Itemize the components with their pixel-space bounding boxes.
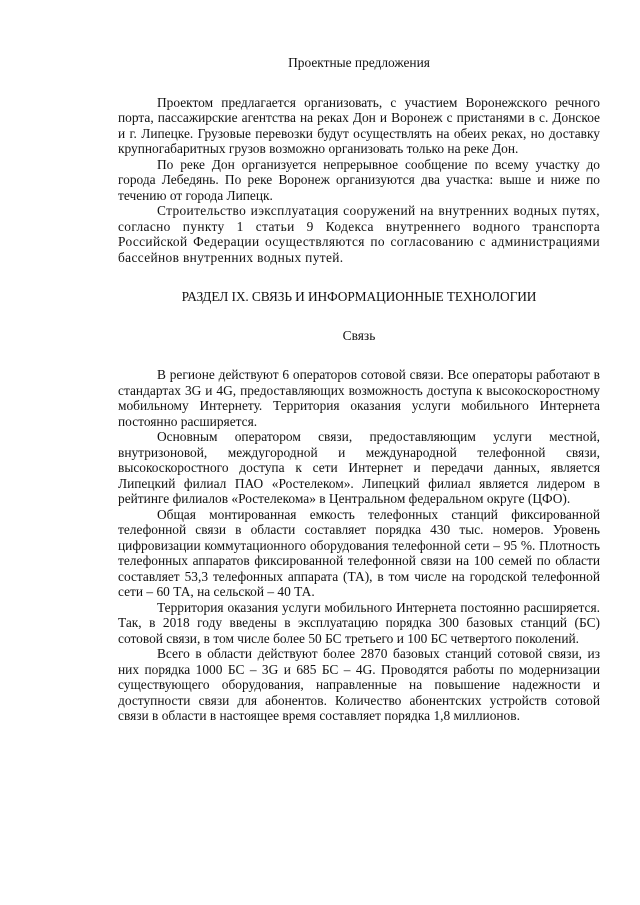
paragraph-mobile-operators: В регионе действуют 6 операторов сотовой связи. Все операторы работают в стандартах 3G и 4G, предоставляющих возможность доступа к высокоскоростному мобильному Интернету. Территория оказания услуги мобильного Интернета постоянно расширяется. [118, 367, 600, 429]
heading-project-proposals: Проектные предложения [288, 55, 430, 70]
paragraph-don-voronezh-sections: По реке Дон организуется непрерывное сообщение по всему участку до города Лебедянь. По реке Воронеж организуются два участка: выше и ниже по течению от города Липецк. [118, 156, 600, 203]
paragraph-mobile-internet-2018: Территория оказания услуги мобильного Интернета постоянно расширяется. Так, в 2018 году введены в эксплуатацию порядка 300 базовых станций (БС) сотовой связи, в том числе более 50 БС третьего и 100 БС четвертого поколений. [118, 599, 600, 646]
heading-section-ix: РАЗДЕЛ IX. СВЯЗЬ И ИНФОРМАЦИОННЫЕ ТЕХНОЛОГИИ [181, 289, 537, 304]
paragraph-construction-waterways: Строительство иэксплуатация сооружений на внутренних водных путях, согласно пункту 1 статьи 9 Кодекса внутреннего водного транспорта Российской Федерации осуществляются по согласованию с администрациями бассейнов внутренних водных путей. [118, 203, 600, 265]
paragraph-fixed-telephony: Общая монтированная емкость телефонных станций фиксированной телефонной связи в области составляет порядка 430 тыс. номеров. Уровень цифровизации коммутационного оборудования телефонной сети – 95 %. Плотность телефонных аппаратов фиксированной телефонной связи на 100 семей по области составляет 53,3 телефонных аппарата (ТА), в том числе на городской телефонной сети – 60 ТА, на сельской – 40 ТА. [118, 506, 600, 599]
heading-svyaz: Связь [342, 327, 376, 343]
paragraph-river-agencies: Проектом предлагается организовать, с участием Воронежского речного порта, пассажирские агентства на реках Дон и Воронеж с пристанями в с. Донское и г. Липецке. Грузовые перевозки будут осуществлять на обеих реках, но доставку крупногабаритных грузов возможно организовать только на реке Дон. [118, 94, 600, 156]
paragraph-base-stations: Всего в области действуют более 2870 базовых станций сотовой связи, из них порядка 1000 БС – 3G и 685 БС – 4G. Проводятся работы по модернизации существующего оборудования, направленные на повышение надежности и доступности связи для абонентов. Количество абонентских устройств сотовой связи в области в настоящее время составляет порядка 1,8 миллионов. [118, 646, 600, 723]
paragraph-rostelecom: Основным оператором связи, предоставляющим услуги местной, внутризоновой, междугородной и международной телефонной связи, высокоскоростного доступа к сети Интернет и передачи данных, является Липецкий филиал ПАО «Ростелеком». Липецкий филиал является лидером в рейтинге филиалов «Ростелекома» в Центральном федеральном округе (ЦФО). [118, 429, 600, 506]
document-page [118, 0, 600, 724]
